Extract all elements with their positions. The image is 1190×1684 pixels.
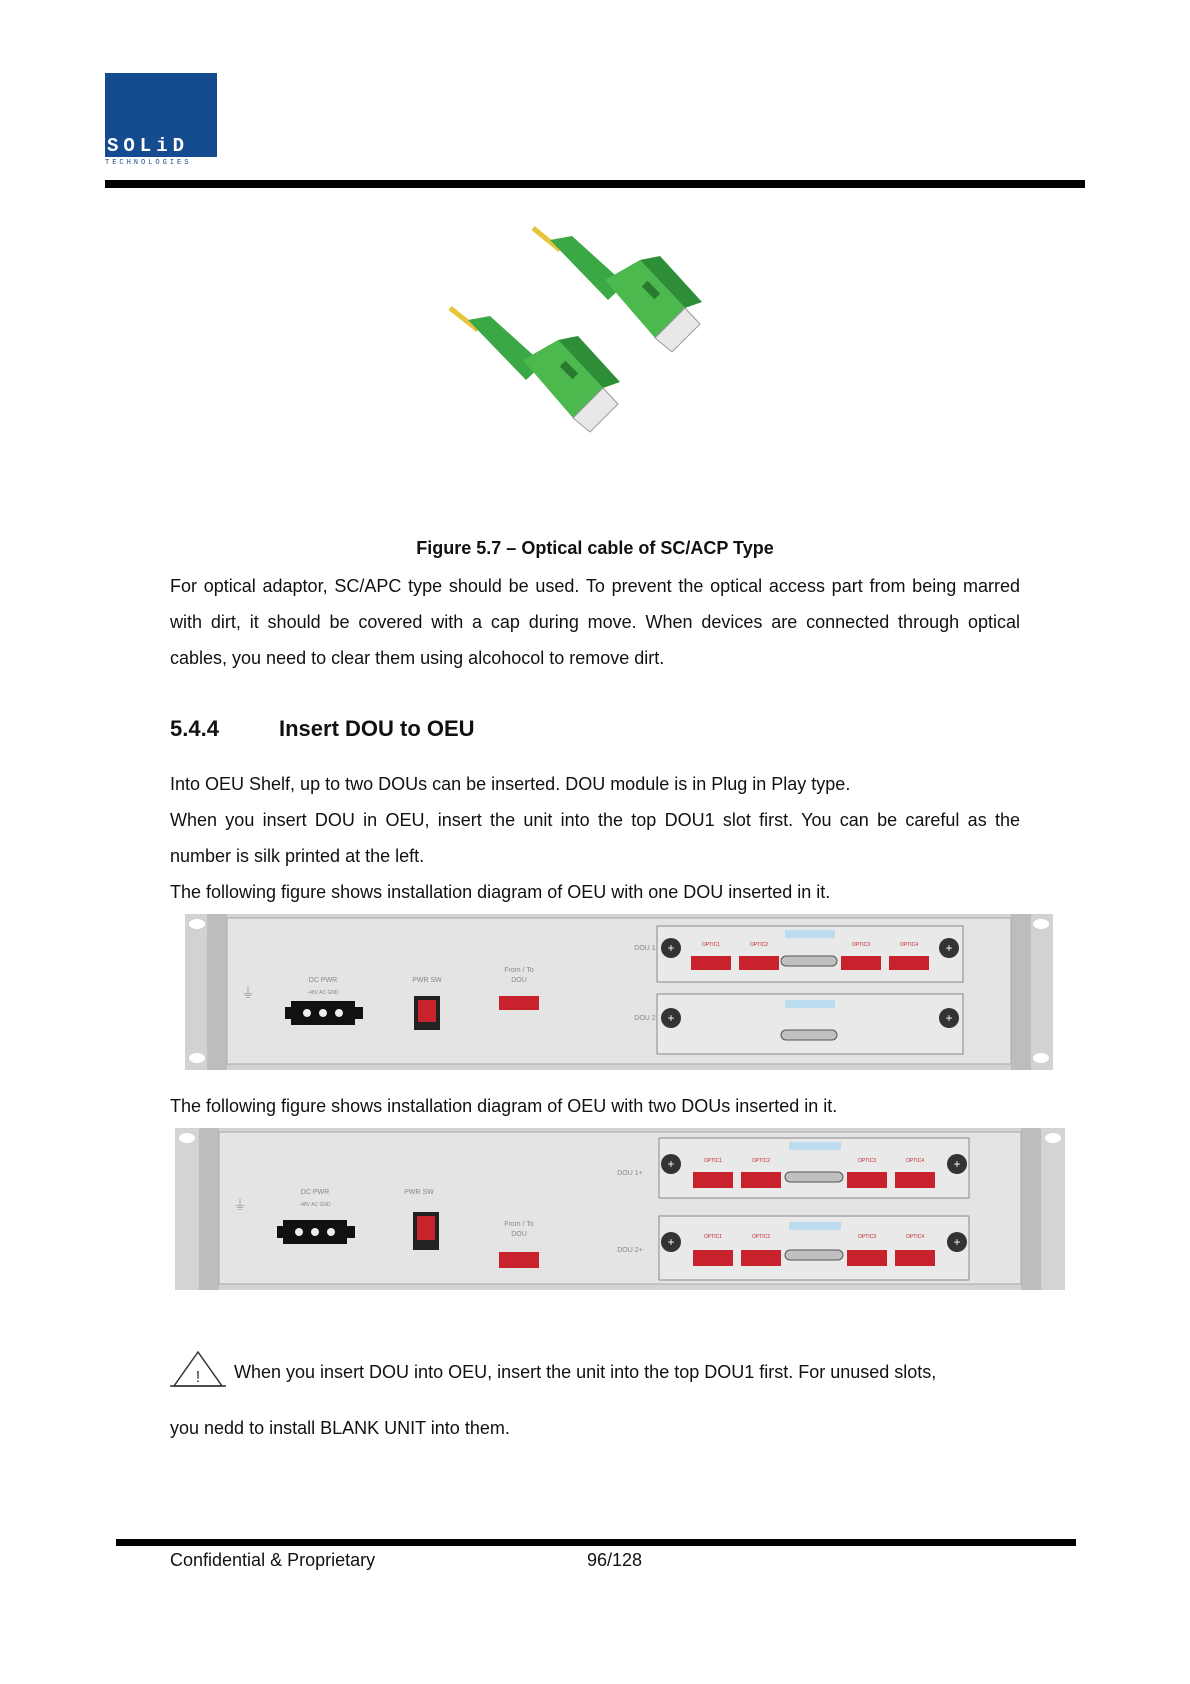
from-to-dou-port (499, 996, 539, 1010)
dou-slot-2 (634, 994, 963, 1054)
svg-text:!: ! (195, 1369, 201, 1386)
svg-text:+: + (667, 1235, 675, 1249)
oeu-one-dou-diagram (185, 912, 1053, 1072)
dc-power-connector (277, 1220, 355, 1244)
from-to-dou-port (499, 1252, 539, 1268)
footer-rule (116, 1539, 1076, 1546)
svg-text:+: + (953, 1157, 961, 1171)
logo-block (105, 73, 217, 135)
dou-label: DOU (511, 977, 527, 984)
slot-2-label: DOU 2+ (617, 1247, 643, 1254)
optic-label: OPTIC4 (899, 942, 919, 948)
dou-slot-2 (617, 1216, 969, 1280)
section-title: Insert DOU to OEU (279, 716, 475, 741)
dc-power-connector (285, 1001, 363, 1025)
dou-slot-1 (634, 926, 963, 982)
ground-icon: ⏚ (241, 985, 255, 1001)
dc-pins-label: -48V AC GND (307, 990, 339, 996)
paragraph-line: Into OEU Shelf, up to two DOUs can be inserted. DOU module is in Plug in Play type. (170, 774, 851, 794)
optic-label: OPTIC3 (851, 942, 871, 948)
svg-text:+: + (945, 1011, 953, 1025)
dc-pwr-label: DC PWR (300, 1189, 330, 1196)
section-number: 5.4.4 (170, 716, 219, 741)
pwr-sw-label: PWR SW (404, 1189, 434, 1196)
optic-label: OPTIC2 (751, 1158, 771, 1164)
dc-pwr-label: DC PWR (308, 977, 338, 984)
svg-text:+: + (667, 1157, 675, 1171)
warning-text-line-2: you nedd to install BLANK UNIT into them. (170, 1418, 510, 1438)
company-logo (105, 73, 217, 170)
header-rule (105, 180, 1085, 188)
insert-dou-paragraph (170, 766, 1020, 910)
paragraph-line: The following figure shows installation diagram of OEU with one DOU inserted in it. (170, 882, 831, 902)
slot-1-label: DOU 1+ (617, 1170, 643, 1177)
footer-confidential: Confidential & Proprietary (170, 1550, 376, 1570)
sc-apc-connector-1 (533, 228, 702, 352)
optic-label: OPTIC3 (857, 1234, 877, 1240)
sc-apc-connector-2 (450, 308, 620, 432)
optic-label: OPTIC1 (703, 1234, 723, 1240)
from-to-label: From / To (504, 967, 534, 974)
logo-name: SOLiD (105, 135, 217, 157)
svg-text:+: + (667, 941, 675, 955)
ground-icon: ⏚ (233, 1197, 247, 1213)
paragraph-text: For optical adaptor, SC/APC type should be used. To prevent the optical access part from being marred with dirt, it should be covered with a cap during move. When devices are connected through optical cables, you need to clear them using alcohocol to remove dirt. (170, 576, 1020, 668)
optic-label: OPTIC1 (703, 1158, 723, 1164)
dc-pins-label: -48V AC GND (299, 1202, 331, 1208)
dou-label: DOU (511, 1231, 527, 1238)
optic-label: OPTIC3 (857, 1158, 877, 1164)
logo-subtitle: TECHNOLOGIES (105, 159, 192, 167)
optical-cable-figure (440, 220, 740, 480)
warning-triangle-icon (170, 1348, 226, 1390)
svg-text:+: + (667, 1011, 675, 1025)
svg-text:+: + (945, 941, 953, 955)
oeu-two-dou-diagram (175, 1126, 1065, 1292)
optic-label: OPTIC1 (701, 942, 721, 948)
slot-2-label: DOU 2 (634, 1015, 656, 1022)
figure-caption: Figure 5.7 – Optical cable of SC/ACP Type (416, 538, 774, 558)
warning-text-line-1: When you insert DOU into OEU, insert the unit into the top DOU1 first. For unused slots, (234, 1362, 937, 1382)
section-heading (170, 716, 475, 742)
two-dou-paragraph (170, 1088, 1020, 1124)
optic-label: OPTIC2 (751, 1234, 771, 1240)
dou-slot-1 (617, 1138, 969, 1198)
svg-text:+: + (953, 1235, 961, 1249)
optic-label: OPTIC2 (749, 942, 769, 948)
optic-label: OPTIC4 (905, 1234, 925, 1240)
paragraph-text: The following figure shows installation diagram of OEU with two DOUs inserted in it. (170, 1096, 838, 1116)
paragraph-line: When you insert DOU in OEU, insert the unit into the top DOU1 slot first. You can be careful as the number is silk printed at the left. (170, 810, 1020, 866)
slot-1-label: DOU 1 (634, 945, 656, 952)
optical-adaptor-paragraph (170, 568, 1020, 676)
from-to-label: From / To (504, 1221, 534, 1228)
pwr-sw-label: PWR SW (412, 977, 442, 984)
footer-page-number: 96/128 (587, 1550, 643, 1570)
optic-label: OPTIC4 (905, 1158, 925, 1164)
